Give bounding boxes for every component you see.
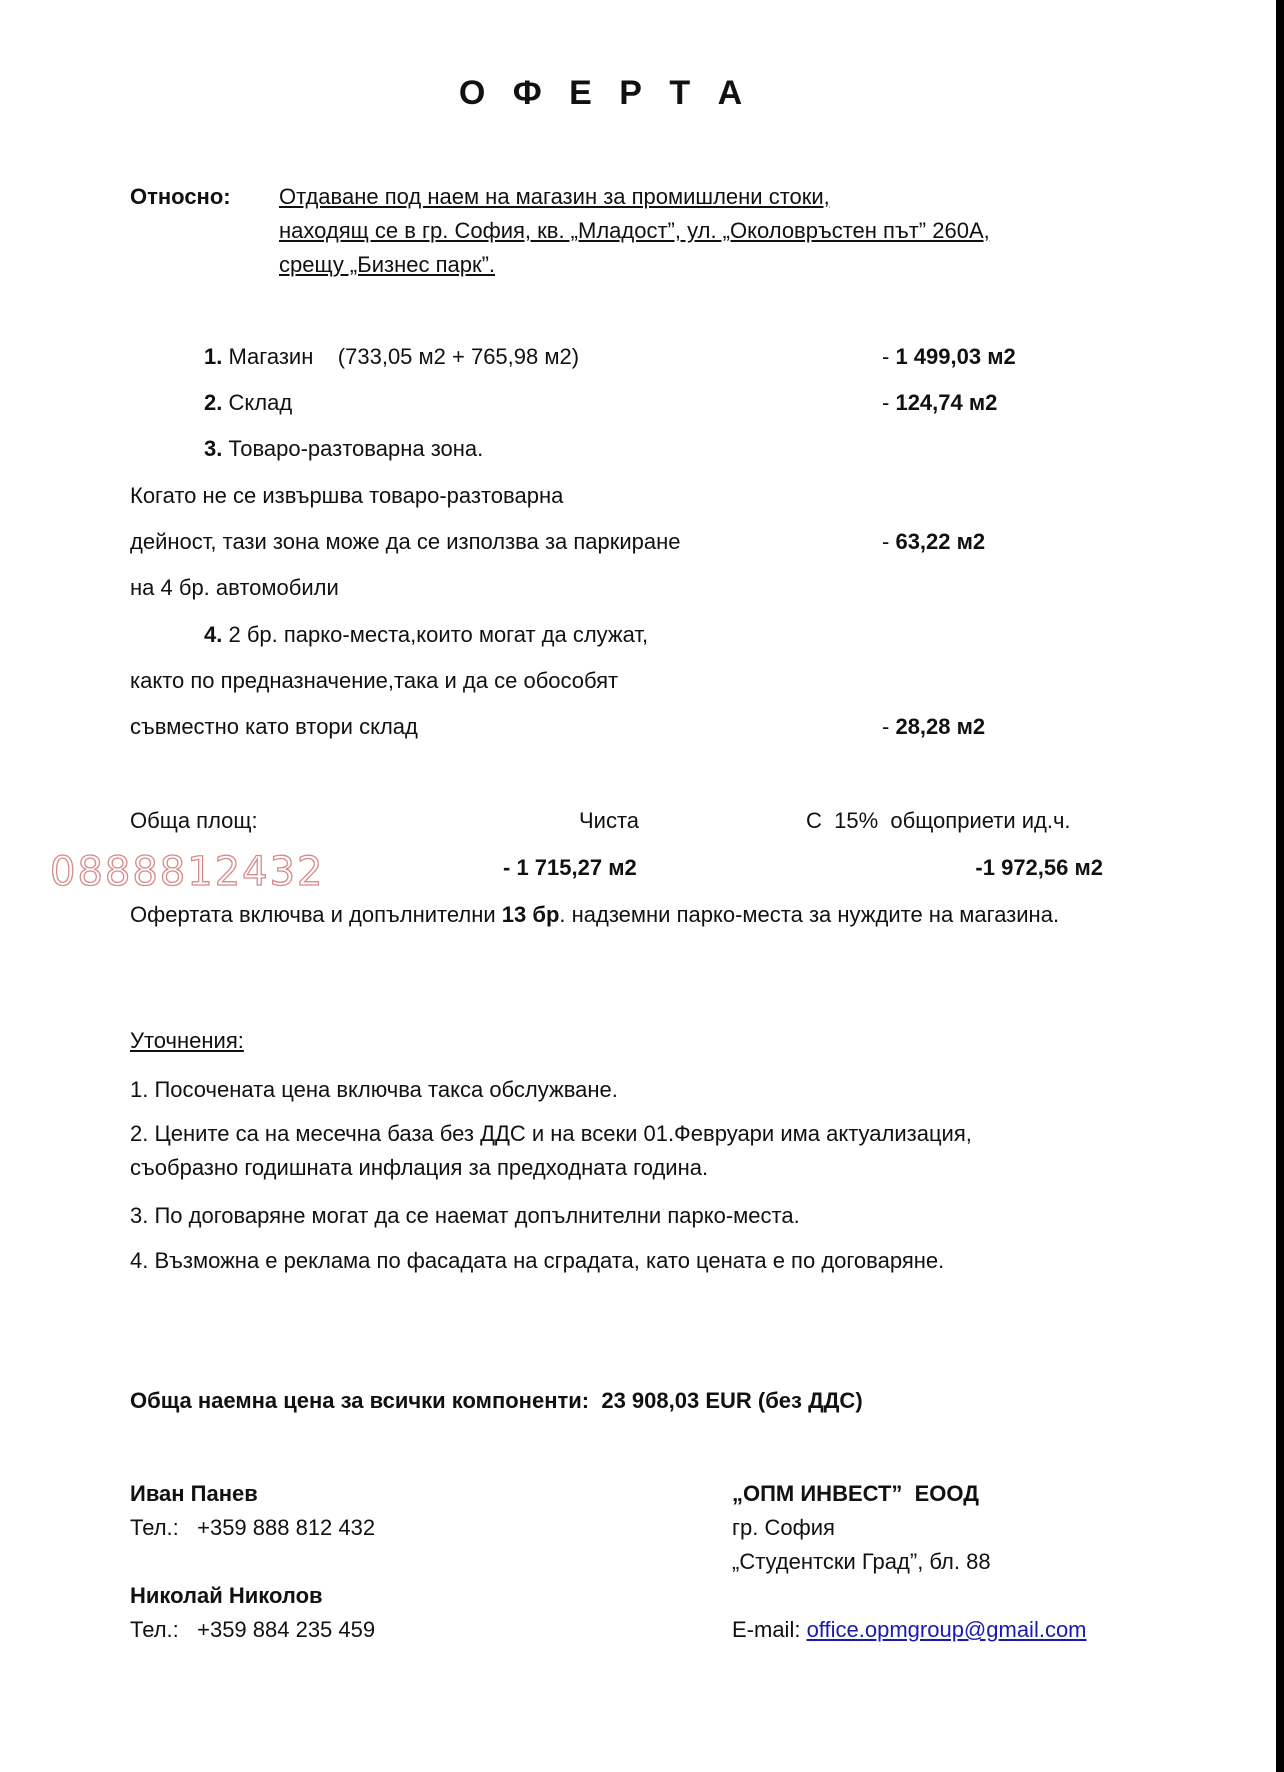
company-email-row xyxy=(732,1617,1087,1643)
net-area-label: Чиста xyxy=(579,808,640,833)
item-3-text: Товаро-разтоварна зона. xyxy=(228,436,484,461)
contact-1-phone: Тел.: +359 888 812 432 xyxy=(130,1515,376,1540)
item-3 xyxy=(204,436,483,462)
item-4-area xyxy=(882,714,985,740)
total-price: Обща наемна цена за всички компоненти: 23 908,03 EUR (без ДДС) xyxy=(130,1388,863,1413)
company-name: „ОПМ ИНВЕСТ” ЕООД xyxy=(732,1481,979,1506)
company-city: гр. София xyxy=(732,1515,835,1540)
item-3-dash: - xyxy=(882,529,896,554)
item-2-text: Склад xyxy=(228,390,293,415)
clarification-2: 2. Цените са на месечна база без ДДС и на всеки 01.Февруари има актуализация, xyxy=(130,1121,972,1146)
item-4-area-value: 28,28 м2 xyxy=(895,714,986,739)
parking-note xyxy=(130,902,1059,928)
regarding-label: Относно: xyxy=(130,184,231,209)
page-edge xyxy=(1276,0,1284,1772)
item-1 xyxy=(204,344,579,370)
item-3-number: 3. xyxy=(204,436,223,461)
item-2-area xyxy=(882,390,997,416)
clarification-1: 1. Посочената цена включва такса обслужване. xyxy=(130,1077,618,1102)
net-area-value: - 1 715,27 м2 xyxy=(503,855,637,880)
parking-note-text: Офертата включва и допълнителни xyxy=(130,902,502,927)
item-1-number: 1. xyxy=(204,344,223,369)
contact-1-name: Иван Панев xyxy=(130,1481,258,1506)
item-1-dash: - xyxy=(882,344,896,369)
item-3-line-2: Когато не се извършва товаро-разтоварна xyxy=(130,483,564,508)
item-4-line-3: съвместно като втори склад xyxy=(130,714,418,739)
item-3-area xyxy=(882,529,985,555)
contact-2-phone: Тел.: +359 884 235 459 xyxy=(130,1617,376,1642)
company-address: „Студентски Град”, бл. 88 xyxy=(732,1549,991,1574)
clarification-3: 3. По договаряне могат да се наемат допълнителни парко-места. xyxy=(130,1203,800,1228)
item-1-area xyxy=(882,344,1016,370)
parking-note-tail: . надземни парко-места за нуждите на магазина. xyxy=(559,902,1060,927)
clarification-2-continued: съобразно годишната инфлация за предходната година. xyxy=(130,1155,709,1180)
item-3-line-3: дейност, тази зона може да се използва за паркиране xyxy=(130,529,681,554)
item-1-area-value: 1 499,03 м2 xyxy=(895,344,1016,369)
item-3-line-4: на 4 бр. автомобили xyxy=(130,575,339,600)
regarding-line-1: Отдаване под наем на магазин за промишлени стоки, xyxy=(279,184,830,209)
clarifications-heading: Уточнения: xyxy=(130,1028,244,1053)
regarding-line-2: находящ се в гр. София, кв. „Младост”, ул. „Околовръстен път” 260А, xyxy=(279,218,990,243)
item-4-text: 2 бр. парко-места,които могат да служат, xyxy=(228,622,649,647)
clarification-4: 4. Възможна е реклама по фасадата на сградата, като цената е по договаряне. xyxy=(130,1248,945,1273)
parking-count: 13 бр xyxy=(501,902,560,927)
item-2-dash: - xyxy=(882,390,896,415)
item-2 xyxy=(204,390,292,416)
item-2-area-value: 124,74 м2 xyxy=(895,390,998,415)
item-4-line-2: както по предназначение,така и да се обособят xyxy=(130,668,619,693)
total-area-label: Обща площ: xyxy=(130,808,258,833)
item-2-number: 2. xyxy=(204,390,223,415)
item-4-number: 4. xyxy=(204,622,223,647)
item-3-area-value: 63,22 м2 xyxy=(895,529,986,554)
item-1-text: Магазин (733,05 м2 + 765,98 м2) xyxy=(228,344,580,369)
email-link[interactable]: office.opmgroup@gmail.com xyxy=(806,1617,1087,1642)
item-4-dash: - xyxy=(882,714,896,739)
document-title: О Ф Е Р Т А xyxy=(458,74,752,112)
gross-area-label: С 15% общоприети ид.ч. xyxy=(806,808,1071,833)
regarding-line-3: срещу „Бизнес парк”. xyxy=(279,252,496,277)
contact-2-name: Николай Николов xyxy=(130,1583,323,1608)
phone-watermark: 0888812432 xyxy=(50,849,325,895)
item-4 xyxy=(204,622,648,648)
email-label: E-mail: xyxy=(732,1617,807,1642)
gross-area-value: -1 972,56 м2 xyxy=(975,855,1103,880)
